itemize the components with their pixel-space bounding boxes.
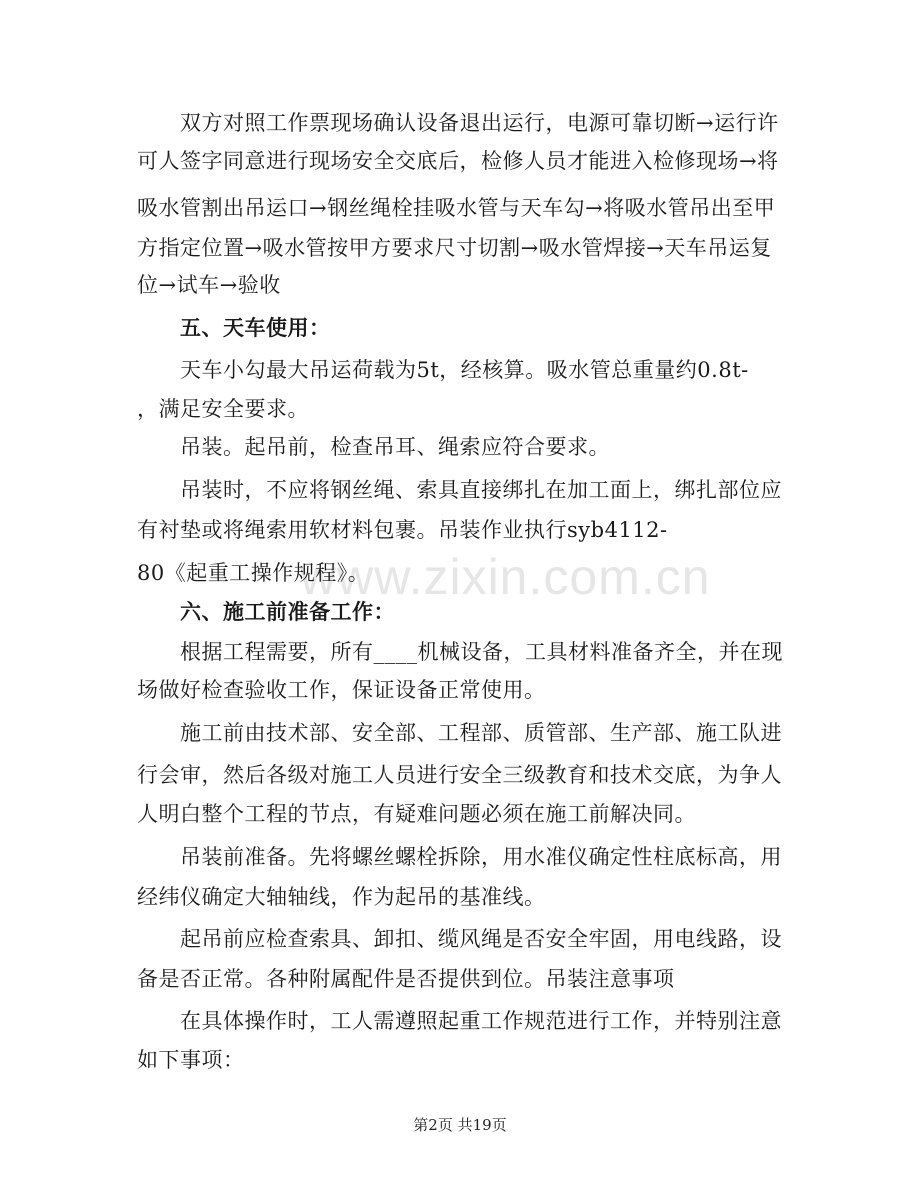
paragraph-line: 吊装。起吊前，检查吊耳、绳索应符合要求。: [180, 435, 610, 459]
paragraph-line: 吊装前准备。先将螺丝螺栓拆除，用水准仪确定性柱底标高，用: [180, 845, 782, 869]
paragraph-line: 在具体操作时，工人需遵照起重工作规范进行工作，并特别注意: [180, 1009, 782, 1033]
paragraph-line: 起吊前应检查索具、卸扣、缆风绳是否安全牢固，用电线路，设: [180, 927, 782, 951]
paragraph-line: 天车小勾最大吊运荷载为5t，经核算。吸水管总重量约0.8t-: [180, 358, 749, 382]
paragraph-line: 人明白整个工程的节点，有疑难问题必须在施工前解决同。: [137, 802, 696, 826]
paragraph-line: 场做好检查验收工作，保证设备正常使用。: [137, 678, 546, 702]
paragraph-line: 方指定位置→吸水管按甲方要求尺寸切割→吸水管焊接→天车吊运复: [137, 236, 772, 260]
paragraph-line: 可人签字同意进行现场安全交底后，检修人员才能进入检修现场→将: [137, 149, 779, 173]
paragraph-line: 如下事项：: [137, 1048, 245, 1072]
paragraph-line: 吸水管割出吊运口→钢丝绳栓挂吸水管与天车勾→将吸水管吊出至甲: [137, 196, 776, 220]
paragraph-line: 有衬垫或将绳索用软材料包裹。吊装作业执行syb4112-: [137, 518, 668, 542]
paragraph-line: 位→试车→验收: [137, 273, 281, 297]
paragraph-line: 双方对照工作票现场确认设备退出运行，电源可靠切断→运行许: [180, 111, 779, 135]
section-heading: 五、天车使用：: [180, 315, 331, 340]
page-number-footer: 第2页 共19页: [413, 1116, 507, 1134]
paragraph-line: 经纬仪确定大轴轴线，作为起吊的基准线。: [137, 885, 546, 909]
paragraph-line: 80《起重工操作规程》。: [137, 561, 370, 585]
paragraph-line: ，满足安全要求。: [137, 397, 309, 421]
watermark: www.zixin.com.cn: [300, 549, 711, 605]
paragraph-line: 行会审，然后各级对施工人员进行安全三级教育和技术交底，为争人: [137, 763, 782, 787]
section-heading: 六、施工前准备工作：: [180, 599, 395, 624]
paragraph-line: 备是否正常。各种附属配件是否提供到位。吊装注意事项: [137, 967, 675, 991]
paragraph-line: 吊装时，不应将钢丝绳、索具直接绑扎在加工面上，绑扎部位应: [180, 478, 782, 502]
paragraph-line: 根据工程需要，所有____机械设备，工具材料准备齐全，并在现: [180, 640, 783, 664]
paragraph-line: 施工前由技术部、安全部、工程部、质管部、生产部、施工队进: [180, 721, 782, 745]
